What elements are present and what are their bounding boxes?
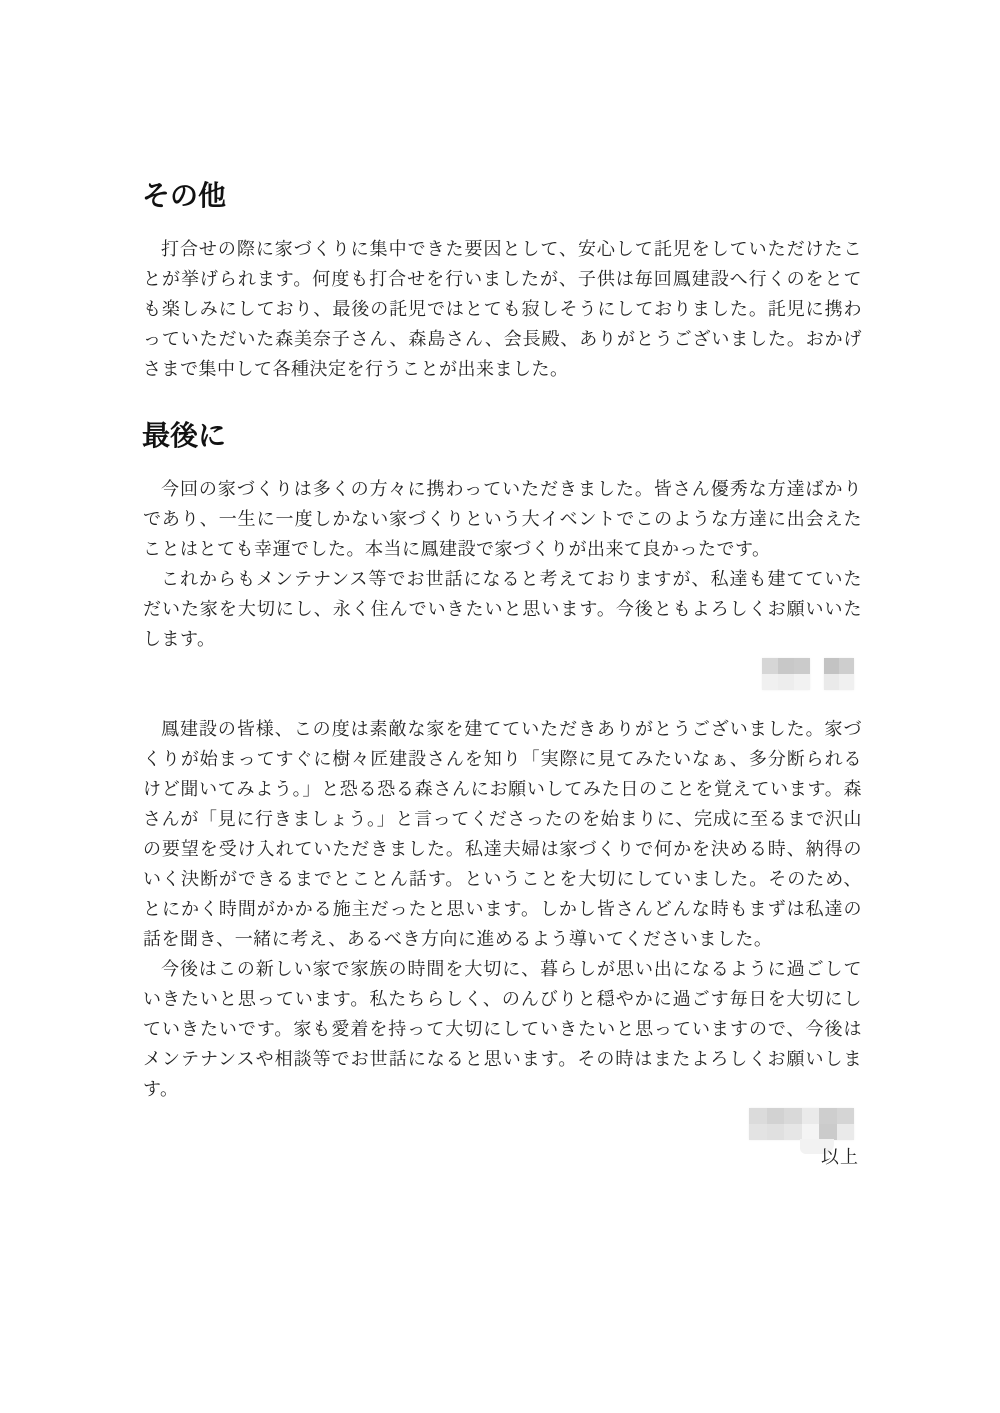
section-heading-saigoni: 最後に bbox=[142, 419, 227, 452]
section-sonota-body bbox=[143, 235, 862, 385]
paragraph: これからもメンテナンス等でお世話になると考えておりますが、私達も建てていただいた家を大切にし、永く住んでいきたいと思います。今後ともよろしくお願いいたします。 bbox=[143, 569, 862, 650]
redacted-author-name bbox=[762, 658, 854, 690]
closing-text: 以上 bbox=[821, 1147, 859, 1168]
redacted-signature bbox=[749, 1108, 854, 1140]
redaction-block-family-name bbox=[762, 658, 810, 690]
section-saigoni-body bbox=[143, 475, 862, 655]
section-heading-sonota: その他 bbox=[142, 179, 227, 212]
redaction-block-given-name bbox=[824, 658, 854, 690]
paragraph: 鳳建設の皆様、この度は素敵な家を建てていただきありがとうございました。家づくりが始まってすぐに樹々匠建設さんを知り「実際に見てみたいなぁ、多分断られるけど聞いてみよう。」と恐る恐る森さんにお願いしてみた日のことを覚えています。森さんが「見に行きましょう。」と言ってくださったのを始まりに、完成に至るまで沢山の要望を受け入れていただきました。私達夫婦は家づくりで何かを決める時、納得のいく決断ができるまでとことん話す。ということを大切にしていました。そのため、とにかく時間がかかる施主だったと思います。しかし皆さんどんな時もまずは私達の話を聞き、一緒に考え、あるべき方向に進めるよう導いてくださいました。 bbox=[143, 719, 862, 950]
paragraph: 今後はこの新しい家で家族の時間を大切に、暮らしが思い出になるように過ごしていきたいと思っています。私たちらしく、のんびりと穏やかに過ごす毎日を大切にしていきたいです。家も愛着を持って大切にしていきたいと思っていますので、今後はメンテナンスや相談等でお世話になると思います。その時はまたよろしくお願いします。 bbox=[143, 959, 862, 1100]
redaction-block-signature bbox=[749, 1108, 854, 1140]
paragraph: 今回の家づくりは多くの方々に携わっていただきました。皆さん優秀な方達ばかりであり、一生に一度しかない家づくりという大イベントでこのような方達に出会えたことはとても幸運でした。本当に鳳建設で家づくりが出来て良かったです。 bbox=[143, 479, 862, 560]
letter-body bbox=[143, 715, 862, 1105]
paragraph: 打合せの際に家づくりに集中できた要因として、安心して託児をしていただけたことが挙げられます。何度も打合せを行いましたが、子供は毎回鳳建設へ行くのをとても楽しみにしており、最後の託児ではとても寂しそうにしておりました。託児に携わっていただいた森美奈子さん、森島さん、会長殿、ありがとうございました。おかげさまで集中して各種決定を行うことが出来ました。 bbox=[143, 239, 862, 380]
